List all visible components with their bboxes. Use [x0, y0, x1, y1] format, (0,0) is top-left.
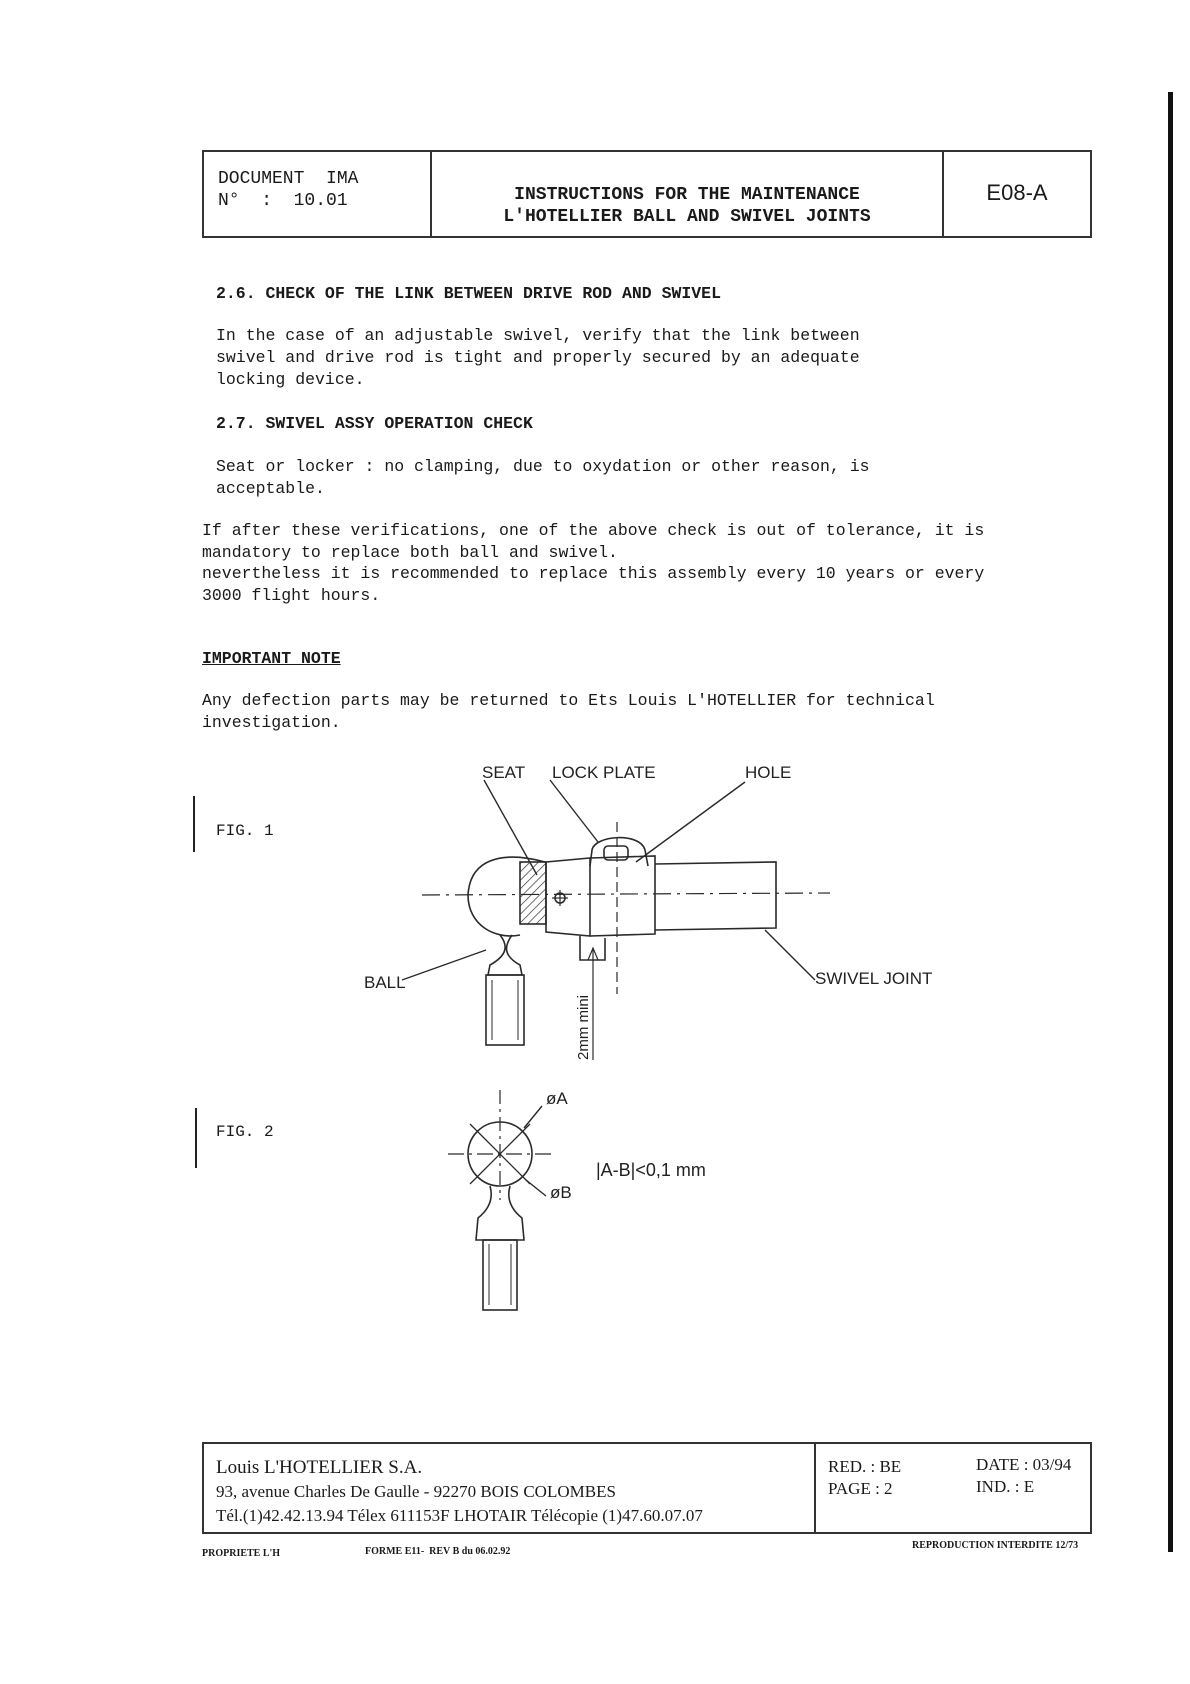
section-2-6-line: swivel and drive rod is tight and properly secured by an adequate — [216, 348, 860, 367]
document-title-line2: L'HOTELLIER BALL AND SWIVEL JOINTS — [503, 207, 871, 227]
verification-line: nevertheless it is recommended to replace this assembly every 10 years or every — [202, 564, 985, 583]
document-number: N° : 10.01 — [218, 191, 348, 211]
fig1-dimension-callout: 2mm mini — [575, 994, 592, 1060]
fig1-label: FIG. 1 — [216, 822, 274, 840]
reproduction-notice: REPRODUCTION INTERDITE 12/73 — [912, 1540, 1079, 1551]
fig2-dia-b-callout: øB — [550, 1183, 572, 1202]
document-code: E08-A — [986, 180, 1048, 205]
fig2-ball-neck — [476, 1186, 524, 1240]
date-ind-cell — [966, 1444, 1090, 1532]
red-page-cell — [816, 1444, 966, 1532]
fig2-dia-a-callout: øA — [546, 1089, 568, 1108]
verification-line: If after these verifications, one of the above check is out of tolerance, it is — [202, 521, 985, 540]
company-info-cell — [204, 1444, 816, 1532]
verification-line: 3000 flight hours. — [202, 586, 381, 605]
section-2-7-line: acceptable. — [216, 479, 325, 498]
company-contact: Tél.(1)42.42.13.94 Télex 611153F LHOTAIR Télécopie (1)47.60.07.07 — [216, 1506, 703, 1525]
document-title-line1: INSTRUCTIONS FOR THE MAINTENANCE — [514, 185, 860, 205]
section-2-6-heading: 2.6. CHECK OF THE LINK BETWEEN DRIVE ROD AND SWIVEL — [216, 284, 721, 303]
fig2-dia-a-leader — [524, 1106, 542, 1128]
fig1-ball-callout: BALL — [364, 973, 406, 992]
important-note-line: Any defection parts may be returned to Ets Louis L'HOTELLIER for technical — [202, 691, 935, 710]
form-reference: FORME E11- REV B du 06.02.92 — [365, 1546, 511, 1557]
fig2-threaded-stud — [483, 1240, 517, 1310]
date-field: DATE : 03/94 — [976, 1455, 1072, 1474]
section-2-7-heading: 2.7. SWIVEL ASSY OPERATION CHECK — [216, 414, 533, 433]
fig1-lock-plate-callout: LOCK PLATE — [552, 763, 656, 782]
company-address: 93, avenue Charles De Gaulle - 92270 BOIS COLOMBES — [216, 1482, 616, 1501]
ind-field: IND. : E — [976, 1477, 1035, 1496]
section-2-6-line: In the case of an adjustable swivel, verify that the link between — [216, 326, 860, 345]
document-label: DOCUMENT IMA — [218, 169, 359, 189]
important-note-line: investigation. — [202, 713, 341, 732]
fig1-seat-callout: SEAT — [482, 763, 526, 782]
fig1-swivel-joint-callout: SWIVEL JOINT — [815, 969, 933, 988]
document-footer — [202, 1442, 1092, 1534]
verification-line: mandatory to replace both ball and swivel. — [202, 543, 618, 562]
section-2-6-line: locking device. — [216, 370, 365, 389]
important-note-heading: IMPORTANT NOTE — [202, 649, 341, 668]
property-note: PROPRIETE L'H — [202, 1548, 281, 1559]
fig2-dia-b-leader — [526, 1180, 546, 1196]
section-2-7-line: Seat or locker : no clamping, due to oxydation or other reason, is — [216, 457, 870, 476]
page-field: PAGE : 2 — [828, 1479, 893, 1498]
company-name: Louis L'HOTELLIER S.A. — [216, 1457, 423, 1478]
fig2-label: FIG. 2 — [216, 1123, 274, 1141]
fig1-hole-callout: HOLE — [745, 763, 792, 782]
fig2-tolerance-note: |A-B|<0,1 mm — [596, 1160, 706, 1180]
red-field: RED. : BE — [828, 1457, 902, 1476]
